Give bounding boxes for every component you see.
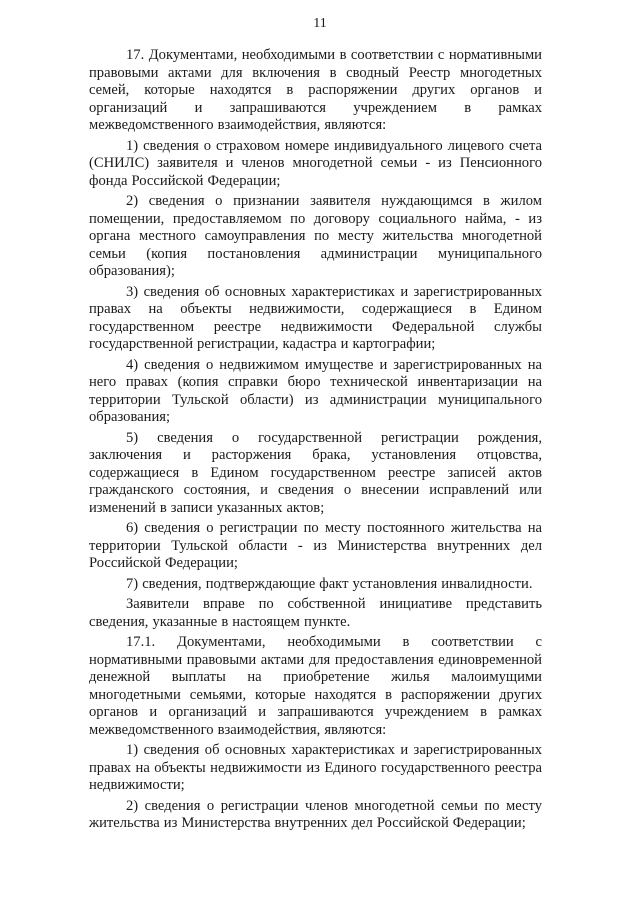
paragraph-17: 17. Документами, необходимыми в соответствии с нормативными правовыми актами для включения в сводный Реестр многодетных семей, которые находятся в распоряжении других органов и организаций и запрашиваются учреждением в рамках межведомственного взаимодействия, являются: bbox=[89, 47, 542, 133]
paragraph-17-1-item-1: 1) сведения об основных характеристиках и зарегистрированных правах на объекты недвижимости из Единого государственного реестра недвижимости; bbox=[89, 742, 542, 793]
paragraph-17-item-5: 5) сведения о государственной регистрации рождения, заключения и расторжения брака, установления отцовства, содержащиеся в Едином государственном реестре записей актов гражданского состояния, и сведения о внесении исправлений или изменений в записи указанных актов; bbox=[89, 429, 542, 516]
paragraph-17-item-4: 4) сведения о недвижимом имуществе и зарегистрированных на него правах (копия справки бюро технической инвентаризации на территории Тульской области) из администрации муниципального образования; bbox=[89, 356, 542, 425]
page-number: 11 bbox=[313, 16, 327, 31]
paragraph-17-note: Заявители вправе по собственной инициативе представить сведения, указанные в настоящем пункте. bbox=[89, 596, 542, 630]
paragraph-17-item-3: 3) сведения об основных характеристиках и зарегистрированных правах на объекты недвижимости, содержащиеся в Едином государственном реестре недвижимости Федеральной службы государственной регистрации, кадастра и картографии; bbox=[89, 283, 542, 352]
paragraph-17-1: 17.1. Документами, необходимыми в соответствии с нормативными правовыми актами для предоставления единовременной денежной выплаты на приобретение жилья малоимущими многодетными семьями, которые находятся в распоряжении других органов и организаций и запрашиваются учреждением в рамках межведомственного взаимодействия, являются: bbox=[89, 634, 542, 738]
document-body bbox=[89, 47, 542, 836]
paragraph-17-item-6: 6) сведения о регистрации по месту постоянного жительства на территории Тульской области - из Министерства внутренних дел Российской Федерации; bbox=[89, 520, 542, 571]
paragraph-17-item-7: 7) сведения, подтверждающие факт установления инвалидности. bbox=[126, 575, 533, 592]
paragraph-17-1-item-2: 2) сведения о регистрации членов многодетной семьи по месту жительства из Министерства внутренних дел Российской Федерации; bbox=[89, 797, 542, 831]
paragraph-17-item-1: 1) сведения о страховом номере индивидуального лицевого счета (СНИЛС) заявителя и членов многодетной семьи - из Пенсионного фонда Российской Федерации; bbox=[89, 137, 542, 189]
paragraph-17-item-2: 2) сведения о признании заявителя нуждающимся в жилом помещении, предоставляемом по договору социального найма, - из органа местного самоуправления по месту жительства многодетной семьи (копия постановления администрации муниципального образования); bbox=[89, 193, 542, 279]
